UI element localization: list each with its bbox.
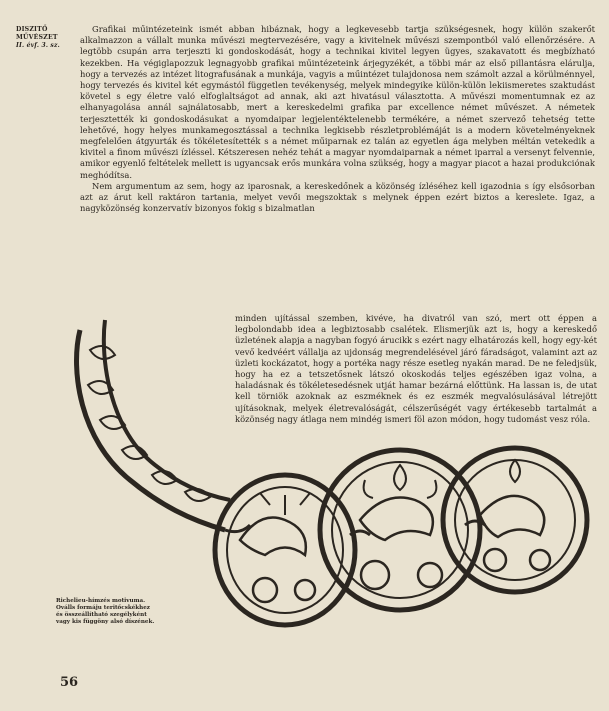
header-issue: II. évf. 3. sz. [16, 42, 60, 49]
page-number: 56 [60, 675, 79, 690]
header-title-line2: MŰVÉSZET [16, 34, 58, 41]
paragraph-1: Grafikai műintézeteink ismét abban hibáznak, hogy a legkevesebb tartja szükségesnek, hogy külön szakerőt alkalmazzon a vállalt munka művészi megtervezésére, vagy a kivitelnek művészi szempontból való ellenőrzésére. A legtöbb csupán arra terjeszti ki gondoskodását, hogy a technikai kivitel legyen ügyes, szakavatott és megbízható kezekben. Ha végiglapozzuk legnagyobb grafikai műintézeteink árjegyzékét, a többi már az első pillantásra elárulja, hogy a tervezés az intézet litografusának a munkája, vagyis a műintézet tulajdonosa nem számolt azzal a körülménnyel, hogy tervezés és kivitel két egymástól független tevékenység, melyek mindegyike külön-külön lekiismeretes szaktudást követel s egy életre való elfoglaltságot ad annak, aki azt hivatásul választotta. A művészi momentumnak ez az elhanyagolása annál sajnálatosabb, mert a kereskedelmi grafika par excellence német művészet. A németek terjesztették ki gondoskodásukat a nyomdaipar legjelentéktelenebb termékére, a német szervező tehetség tette lehetővé, hogy helyes munkamegosztással a technika legkisebb részletproblémáját is a modern követelményeknek megfelelően átgyurták és tökéletesítették s a német műiparnak ez talán az egyetlen ága melyben méltán vetekedik a kivitel a finom művészi ízléssel. Kétszeresen nehéz tehát a magyar nyomdaiparnak a német iparral a versenyt felvennie, amikor egyenlő feltételek mellett is ugyancsak erős munkára volna szükség, hogy a magyar piacot a hazai produkciónak meghódítsa. [80, 24, 595, 180]
article-body [80, 24, 595, 214]
illustration-caption: Richelieu-hímzés motivuma. Oválls formáju teritőcskékhez és összeállítható szegélyként vagy kis függöny alsó díszének. [56, 598, 155, 625]
embroidery-medallion-right [443, 448, 587, 592]
header-title-line1: DISZITŐ [16, 26, 48, 33]
running-header [16, 26, 76, 50]
paragraph-2-continued: minden ujítással szemben, kivéve, ha divatról van szó, mert ott éppen a legbolondabb idea a legbiztosabb csalétek. Elismerjük azt is, hogy a kereskedő üzletének alapja a nagyban fogyó árucikk s ezért nagy elhatározás kell, hogy egy-két vevő kedvéért vállalja az ujdonság megrendelésével járó fáradságot, valamint azt az üzleti kockázatot, hogy a portéka nagy része esetleg nyakán marad. De ne feledjsük, hogy ha ez a tetszetősnek látszó okoskodás teljes egészében igaz volna, a haladásnak és tökéletesedésnek utját hamar bezárná előttünk. Ha lassan is, de utat kell törniök azoknak az eszméknek és ez eszmék megvalósulásával létrejött ujításoknak, melyek életrevalóságát, célszerűségét vagy értékesebb tartalmát a közönség nagy átlaga nem mindég ismeri föl azon módon, hogy tudomást vesz róla. [235, 313, 597, 424]
paragraph-2: Nem argumentum az sem, hogy az iparosnak, a kereskedőnek a közönség ízléséhez kell igazodnia s így elsősorban azt az árut kell raktáron tartania, melyet vevői megszoktak s melynek éppen ezért biztos a kereslete. Igaz, a nagyközönség konzervatív bizonyos fokig s bizalmatlan [80, 180, 595, 214]
